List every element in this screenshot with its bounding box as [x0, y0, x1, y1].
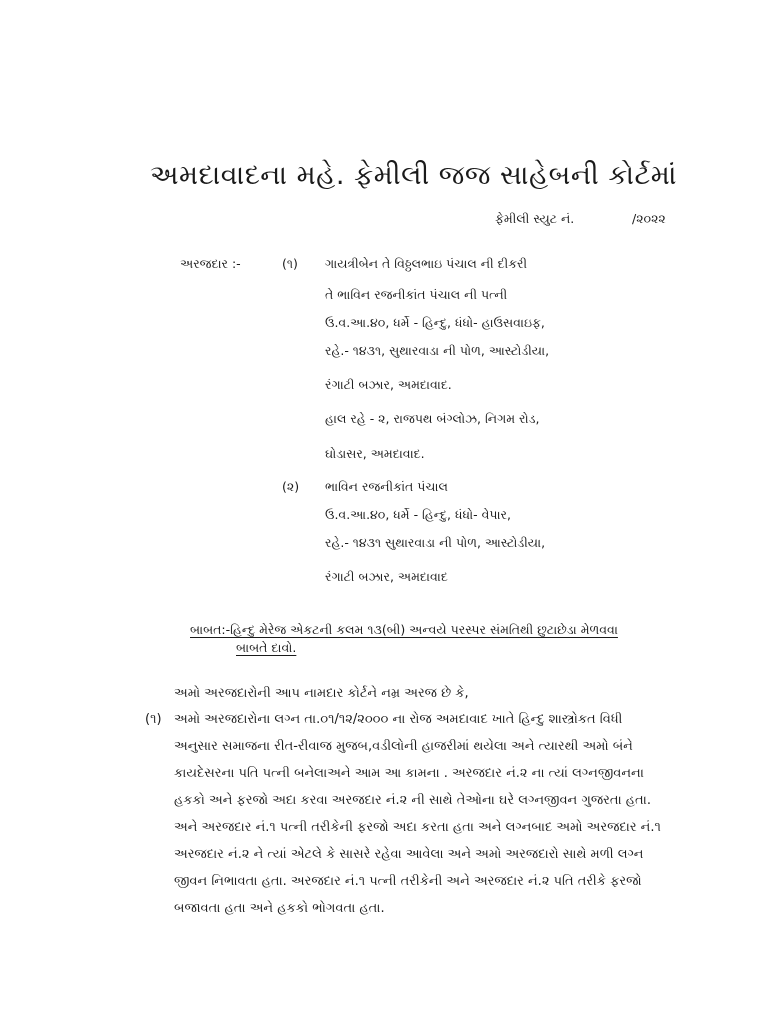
applicant-1-line: ગાયત્રીબેન તે વિઠ્ઠલભાઇ પંચાલ ની દીકરી: [325, 256, 528, 271]
applicant-2-line: રંગાટી બઝાર, અમદાવાદ: [325, 569, 448, 584]
paragraph-1-line: હકકો અને ફરજો અદા કરવા અરજદાર નં.૨ ની સાથે તેઓના ઘરે લગ્નજીવન ગુજરતા હતા.: [174, 793, 651, 808]
paragraph-1-line: અરજદાર નં.૨ ને ત્યાં એટલે કે સાસરે રહેવા આવેલા અને અમો અરજદારો સાથે મળી લગ્ન: [174, 847, 644, 862]
applicant-2-line: રહે.- ૧૪૩૧ સુથારવાડા ની પોળ, આસ્ટોડીયા,: [325, 535, 546, 550]
applicants-label: અરજદાર :-: [180, 256, 241, 271]
applicant-2-number: (૨): [282, 479, 300, 494]
petition-intro: અમો અરજદારોની આપ નામદાર કોર્ટને નમ્ર અરજ છે કે,: [174, 686, 469, 701]
applicant-1-line: ઉ.વ.આ.૪૦, ધર્મે - હિન્દુ, ધંધો- હાઉસવાઇફ,: [325, 315, 545, 330]
applicant-1-line: રહે.- ૧૪૩૧, સુથારવાડા ની પોળ, આસ્ટોડીયા,: [325, 343, 550, 358]
applicant-1-line: હાલ રહે - ૨, રાજપથ બંગ્લોઝ, નિગમ રોડ,: [325, 411, 540, 426]
paragraph-1-line: અમો અરજદારોના લગ્ન તા.૦૧/૧૨/૨૦૦૦ ના રોજ અમદાવાદ ખાતે હિન્દુ શાસ્ત્રોકત વિધી: [174, 712, 623, 727]
applicant-2-line: ઉ.વ.આ.૪૦, ધર્મે - હિન્દુ, ધંધો- વેપાર,: [325, 507, 511, 522]
applicant-1-line: રંગાટી બઝાર, અમદાવાદ.: [325, 377, 452, 392]
applicant-2-line: ભાવિન રજનીકાંત પંચાલ: [325, 479, 448, 494]
suit-number-label: ફેમીલી સ્યુટ નં.: [495, 211, 575, 226]
applicant-1-line: તે ભાવિન રજનીકાંત પંચાલ ની પત્ની: [325, 287, 508, 302]
subject-line: બાબતે દાવો.: [236, 640, 297, 655]
paragraph-1-line: બજાવતા હતા અને હકકો ભોગવતા હતા.: [174, 901, 385, 916]
applicant-1-number: (૧): [282, 256, 298, 271]
suit-year: /૨૦૨૨: [632, 211, 666, 226]
paragraph-1-line: અનુસાર સમાજના રીત-રીવાજ મુજબ,વડીલોની હાજરીમાં થયેલા અને ત્યારથી અમો બંને: [174, 739, 633, 754]
subject-line: બાબત:-હિન્દુ મેરેજ એકટની કલમ ૧૩(બી) અન્વયે પરસ્પર સંમતિથી છુટાછેડા મેળવવા: [190, 622, 618, 637]
applicant-1-line: ઘોડાસર, અમદાવાદ.: [325, 446, 425, 461]
paragraph-1-line: અને અરજદાર નં.૧ પત્ની તરીકેની ફરજો અદા કરતા હતા અને લગ્નબાદ અમો અરજદાર નં.૧: [174, 820, 661, 835]
paragraph-1-line: કાયદેસરના પતિ પત્ની બનેલાઅને આમ આ કામના . અરજદાર નં.૨ ના ત્યાં લગ્નજીવનના: [174, 766, 644, 781]
court-title: અમદાવાદના મહે. ફેમીલી જજ સાહેબની કોર્ટમાં: [150, 160, 677, 191]
paragraph-1-number: (૧): [145, 712, 162, 727]
paragraph-1-line: જીવન નિભાવતા હતા. અરજદાર નં.૧ પત્ની તરીકેની અને અરજદાર નં.૨ પતિ તરીકે ફરજો: [174, 874, 642, 889]
